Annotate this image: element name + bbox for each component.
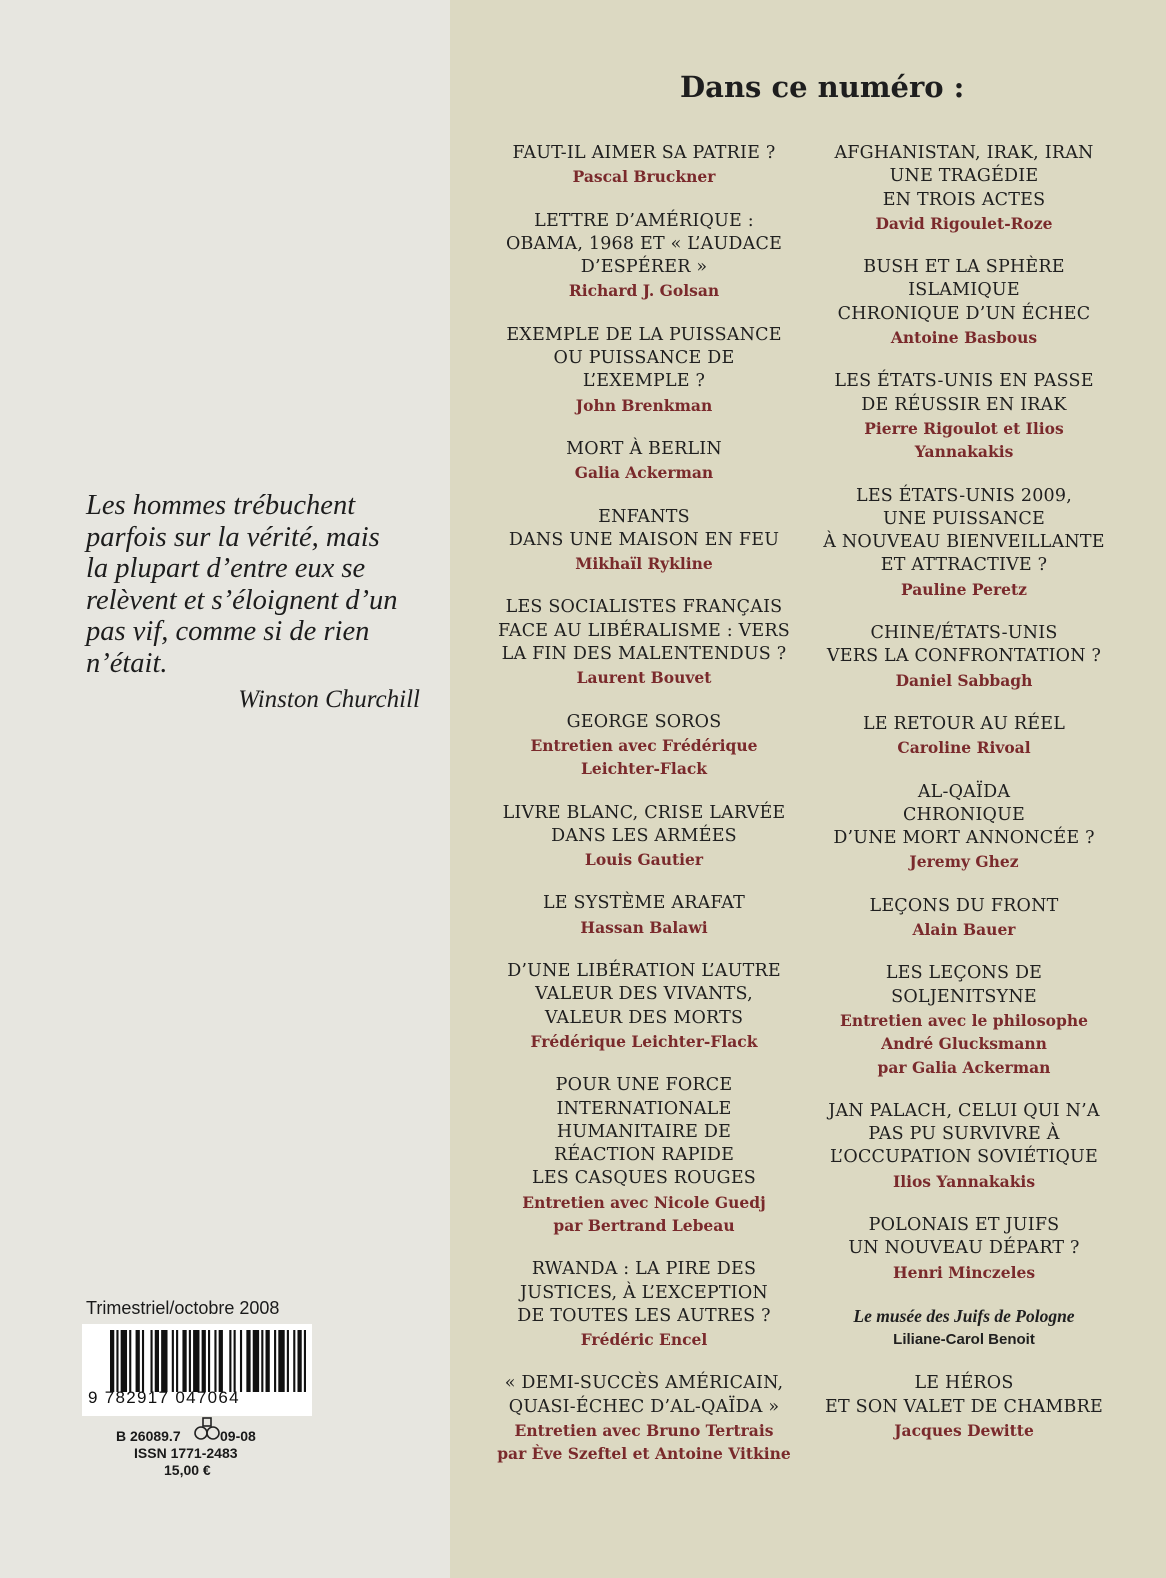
entry-title-line: UN NOUVEAU DÉPART ?: [848, 1238, 1080, 1259]
entry-title-line: LES ÉTATS-UNIS EN PASSE: [834, 371, 1094, 392]
entry-title-line: ET SON VALET DE CHAMBRE: [825, 1396, 1103, 1417]
contents-entry: [490, 802, 798, 872]
barcode-bar: [287, 1330, 289, 1392]
entry-title-line: VALEUR DES MORTS: [544, 1007, 744, 1028]
barcode: [82, 1324, 312, 1416]
entry-author-line: Leichter-Flack: [580, 759, 708, 779]
contents-entry: [812, 781, 1116, 874]
entry-title-line: OU PUISSANCE DE: [553, 348, 735, 369]
barcode-bar: [253, 1330, 259, 1392]
entry-author-line: Louis Gautier: [584, 850, 704, 870]
entry-title-line: JUSTICES, À L’EXCEPTION: [520, 1282, 768, 1303]
barcode-bar: [182, 1330, 186, 1392]
contents-entry: [490, 892, 798, 939]
publication-info: [112, 1428, 312, 1479]
publication-code: B 26089.7: [116, 1428, 181, 1444]
entry-title-line: L’EXEMPLE ?: [582, 371, 706, 392]
entry-title-line: POUR UNE FORCE: [555, 1075, 733, 1096]
entry-author-line: Hassan Balawi: [580, 917, 708, 937]
issn: ISSN 1771-2483: [134, 1445, 238, 1461]
barcode-bar: [136, 1330, 140, 1392]
entry-author-line: Entretien avec Bruno Tertrais: [514, 1421, 774, 1441]
barcode-bar: [208, 1330, 210, 1392]
entry-author-line: Ilios Yannakakis: [892, 1171, 1036, 1191]
entry-title-line: EN TROIS ACTES: [882, 189, 1046, 210]
barcode-bar: [189, 1330, 191, 1392]
barcode-bar: [246, 1330, 250, 1392]
publication-date-code: 09-08: [220, 1428, 256, 1444]
contents-entry: [812, 713, 1116, 760]
barcode-bar: [293, 1330, 295, 1392]
entry-title-line: JAN PALACH, CELUI QUI N’A: [828, 1100, 1100, 1121]
barcode-bar: [240, 1330, 242, 1392]
contents-entry: [812, 370, 1116, 463]
contents-entry: [812, 895, 1116, 942]
contents-entry: [812, 962, 1116, 1078]
entry-title-line: LE SYSTÈME ARAFAT: [542, 893, 746, 914]
barcode-bar: [202, 1330, 206, 1392]
entry-title-line: LES ÉTATS-UNIS 2009,: [856, 485, 1072, 506]
contents-entry: [812, 1214, 1116, 1284]
contents-entry: [490, 596, 798, 689]
entry-title-line: DANS UNE MAISON EN FEU: [508, 529, 780, 550]
entry-author-line: Entretien avec le philosophe: [840, 1010, 1088, 1030]
barcode-bar: [172, 1330, 174, 1392]
contents-entry: [812, 142, 1116, 235]
entry-author-line: Caroline Rivoal: [897, 738, 1031, 758]
entry-title-line: DE TOUTES LES AUTRES ?: [517, 1305, 771, 1326]
contents-entry: [812, 1372, 1116, 1442]
entry-title-line: LETTRE D’AMÉRIQUE :: [534, 210, 754, 231]
barcode-bar: [219, 1330, 223, 1392]
entry-author-line: Frédéric Encel: [580, 1330, 708, 1350]
quote-line: pas vif, comme si de rien: [86, 616, 370, 647]
entry-title-line: GEORGE SOROS: [566, 711, 722, 732]
entry-title-line: OBAMA, 1968 ET « L’AUDACE: [505, 233, 783, 254]
entry-title-line: EXEMPLE DE LA PUISSANCE: [506, 324, 782, 345]
barcode-bar: [274, 1330, 276, 1392]
barcode-bar: [229, 1330, 231, 1392]
entry-title-line: CHINE/ÉTATS-UNIS: [870, 623, 1058, 644]
contents-entry: [490, 438, 798, 485]
contents-entry: [490, 1258, 798, 1351]
contents-entry: [812, 1100, 1116, 1193]
entry-title-line: CHRONIQUE D’UN ÉCHEC: [837, 303, 1091, 324]
barcode-bar: [234, 1330, 236, 1392]
barcode-bar: [142, 1330, 144, 1392]
entry-title-line: HUMANITAIRE DE: [556, 1121, 732, 1142]
entry-title-line: LES SOCIALISTES FRANÇAIS: [505, 597, 783, 618]
entry-title-line: RÉACTION RAPIDE: [553, 1145, 735, 1166]
entry-author-line: Alain Bauer: [912, 920, 1016, 940]
barcode-bar: [261, 1330, 263, 1392]
contents-entry: [490, 324, 798, 417]
entry-author-line: Entretien avec Frédérique: [530, 735, 758, 755]
periodicity-label: Trimestriel/octobre 2008: [86, 1298, 280, 1318]
contents-entry: [490, 210, 798, 303]
entry-author-line: par Ève Szeftel et Antoine Vitkine: [497, 1444, 791, 1464]
entry-title-line: L’OCCUPATION SOVIÉTIQUE: [830, 1147, 1098, 1168]
barcode-bar: [297, 1330, 301, 1392]
entry-author-line: par Bertrand Lebeau: [553, 1215, 735, 1235]
entry-title-line: LEÇONS DU FRONT: [869, 895, 1059, 916]
entry-title-line: INTERNATIONALE: [556, 1098, 732, 1119]
entry-title-line: LA FIN DES MALENTENDUS ?: [501, 644, 787, 665]
barcode-bar: [129, 1330, 131, 1392]
contents-column-2: [812, 142, 1116, 1463]
contents-entry: [812, 622, 1116, 692]
entry-author-line: Pascal Bruckner: [572, 167, 716, 187]
entry-title-line: PAS PU SURVIVRE À: [868, 1124, 1060, 1145]
entry-title-line: UNE PUISSANCE: [883, 508, 1045, 529]
entry-title-line: LIVRE BLANC, CRISE LARVÉE: [502, 802, 786, 823]
contents-entry: [490, 1074, 798, 1237]
entry-author-line: André Glucksmann: [881, 1034, 1047, 1054]
barcode-bar: [176, 1330, 178, 1392]
entry-title-line: SOLJENITSYNE: [891, 986, 1037, 1007]
entry-title-line: ET ATTRACTIVE ?: [880, 555, 1048, 576]
barcode-bars: [110, 1330, 306, 1392]
distribution-symbol: [192, 1416, 222, 1444]
barcode-bar: [116, 1330, 118, 1392]
quote-author: Winston Churchill: [238, 686, 420, 713]
barcode-bar: [121, 1330, 127, 1392]
entry-title-line: DE RÉUSSIR EN IRAK: [861, 394, 1067, 415]
entry-title-line: FAUT-IL AIMER SA PATRIE ?: [512, 143, 776, 163]
barcode-bar: [155, 1330, 159, 1392]
entry-author-line: Laurent Bouvet: [576, 668, 712, 688]
contents-entry: [812, 485, 1116, 601]
entry-title-line: ISLAMIQUE: [908, 280, 1020, 301]
quote-text: [86, 490, 421, 679]
contents-entry: [490, 711, 798, 781]
entry-author-line: Mikhaïl Rykline: [575, 554, 713, 574]
barcode-bar: [193, 1330, 199, 1392]
entry-title-line: LE HÉROS: [914, 1373, 1014, 1394]
quote-line: relèvent et s’éloignent d’un: [86, 584, 398, 616]
contents-column-1: [490, 142, 798, 1487]
entry-author-line: Henri Minczeles: [892, 1262, 1036, 1282]
contents-entry: [812, 1305, 1116, 1352]
entry-author-line: Entretien avec Nicole Guedj: [522, 1192, 766, 1212]
price: 15,00 €: [164, 1462, 211, 1478]
entry-title-line: VERS LA CONFRONTATION ?: [826, 646, 1102, 667]
entry-author-line: Pauline Peretz: [901, 579, 1027, 599]
entry-author-line: Daniel Sabbagh: [895, 670, 1033, 690]
left-panel: [0, 0, 450, 1578]
entry-author-line: Galia Ackerman: [574, 463, 714, 483]
entry-author-line: par Galia Ackerman: [877, 1057, 1051, 1077]
entry-title-line: D’UNE MORT ANNONCÉE ?: [833, 828, 1095, 849]
entry-author-line: Liliane-Carol Benoit: [893, 1331, 1035, 1349]
contents-entry: [490, 1372, 798, 1465]
entry-title-line: D’UNE LIBÉRATION L’AUTRE: [507, 961, 781, 982]
quote-line: parfois sur la vérité, mais: [86, 521, 380, 553]
barcode-bar: [150, 1330, 152, 1392]
quote-line: n’était.: [86, 647, 168, 679]
entry-title-line: AFGHANISTAN, IRAK, IRAN: [834, 143, 1094, 163]
barcode-bar: [304, 1330, 306, 1392]
entry-title-line: Le musée des Juifs de Pologne: [853, 1305, 1075, 1326]
contents-entry: [490, 506, 798, 576]
contents-entry: [812, 256, 1116, 349]
barcode-bar: [110, 1330, 114, 1392]
entry-title-line: QUASI-ÉCHEC D’AL-QAÏDA »: [508, 1396, 780, 1417]
entry-title-line: AL-QAÏDA: [917, 781, 1011, 802]
barcode-bar: [278, 1330, 284, 1392]
entry-title-line: DANS LES ARMÉES: [551, 825, 737, 846]
entry-author-line: David Rigoulet-Roze: [875, 213, 1053, 233]
entry-title-line: LE RETOUR AU RÉEL: [862, 713, 1066, 734]
barcode-bar: [214, 1330, 216, 1392]
entry-author-line: Pierre Rigoulot et Ilios: [864, 418, 1064, 438]
entry-author-line: Jacques Dewitte: [894, 1421, 1034, 1441]
entry-title-line: LES CASQUES ROUGES: [532, 1168, 756, 1189]
entry-author-line: Jeremy Ghez: [909, 852, 1019, 872]
entry-author-line: Frédérique Leichter-Flack: [530, 1031, 758, 1051]
entry-title-line: POLONAIS ET JUIFS: [868, 1214, 1060, 1235]
entry-title-line: À NOUVEAU BIENVEILLANTE: [823, 532, 1105, 553]
entry-title-line: LES LEÇONS DE: [885, 963, 1043, 984]
entry-title-line: ENFANTS: [598, 506, 690, 527]
contents-heading: Dans ce numéro :: [680, 70, 965, 104]
quote-line: la plupart d’entre eux se: [86, 553, 366, 584]
entry-title-line: MORT À BERLIN: [566, 438, 722, 459]
entry-title-line: RWANDA : LA PIRE DES: [531, 1259, 757, 1280]
entry-author-line: Yannakakis: [914, 442, 1014, 462]
entry-author-line: Antoine Basbous: [890, 328, 1038, 348]
contents-entry: [490, 960, 798, 1053]
entry-title-line: FACE AU LIBÉRALISME : VERS: [498, 620, 790, 641]
entry-author-line: John Brenkman: [575, 395, 713, 415]
barcode-bar: [266, 1330, 270, 1392]
entry-title-line: VALEUR DES VIVANTS,: [535, 984, 753, 1005]
entry-author-line: Richard J. Golsan: [568, 281, 720, 301]
entry-title-line: BUSH ET LA SPHÈRE: [863, 257, 1065, 278]
entry-title-line: CHRONIQUE: [902, 804, 1026, 825]
contents-entry: [490, 142, 798, 189]
barcode-number: 9 782917 047064: [88, 1388, 240, 1407]
entry-title-line: D’ESPÉRER »: [580, 257, 708, 278]
quote-line: Les hommes trébuchent: [86, 490, 356, 521]
entry-title-line: UNE TRAGÉDIE: [889, 166, 1039, 187]
entry-title-line: « DEMI-SUCCÈS AMÉRICAIN,: [504, 1373, 784, 1394]
barcode-bar: [161, 1330, 167, 1392]
